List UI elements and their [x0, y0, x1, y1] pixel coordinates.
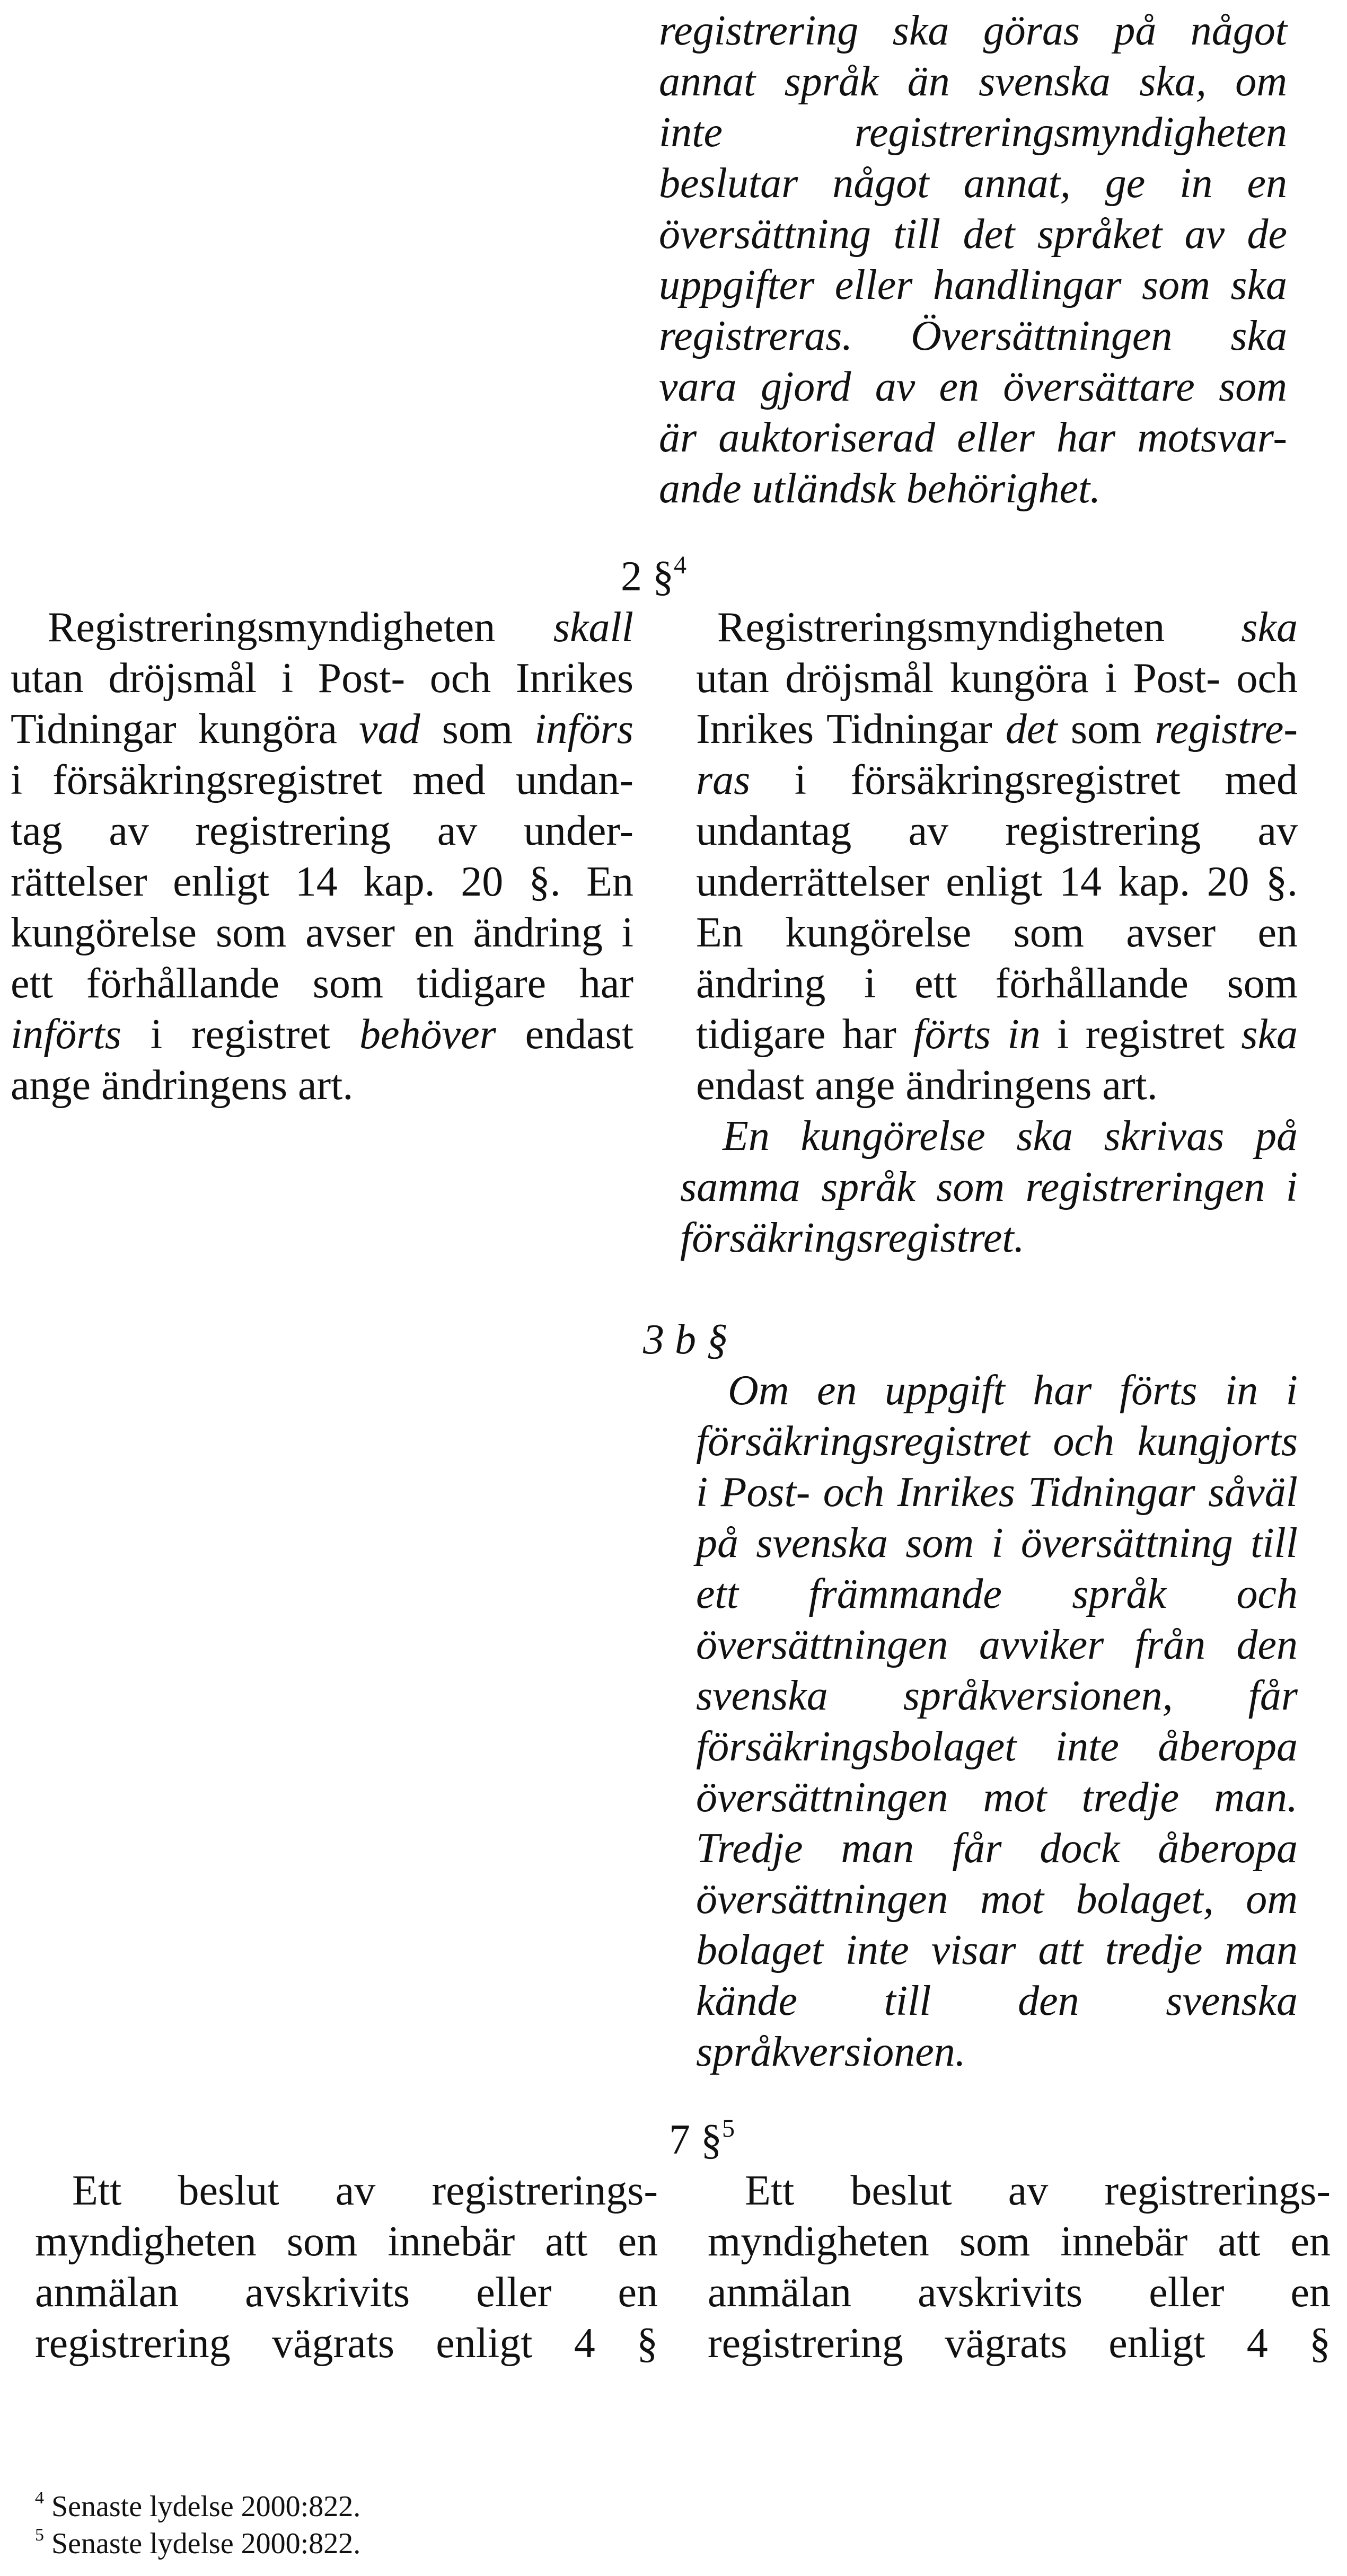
italic-term: förts in: [913, 1011, 1041, 1058]
text-line: vara gjord av en översättare som: [659, 364, 1287, 410]
footnote-marker: 4: [35, 2488, 44, 2508]
italic-term: behöver: [359, 1011, 496, 1058]
italic-term: ras: [696, 757, 751, 803]
text-line: tag av registrering av under-: [11, 808, 633, 854]
text-line: registreras. Översättningen ska: [659, 313, 1287, 359]
text-line: Tredje man får dock åberopa: [696, 1825, 1298, 1872]
section-2-current-text: [11, 602, 633, 1111]
text-line: försäkringsbolaget inte åberopa: [696, 1723, 1298, 1770]
text-line: underrättelser enligt 14 kap. 20 §.: [696, 858, 1298, 905]
italic-term: skall: [553, 604, 633, 651]
footnote-marker: 5: [35, 2525, 44, 2545]
text-line: Ett beslut av registrerings-: [72, 2167, 658, 2214]
section-2-added-paragraph: [680, 1111, 1298, 1263]
text-line: Tidningar kungöra vad som införs: [11, 706, 633, 753]
italic-term: införs: [534, 706, 633, 753]
section-number: 2 §: [621, 553, 674, 600]
text-line: översättning till det språket av de: [659, 211, 1287, 258]
continued-paragraph-right: [659, 5, 1287, 514]
italic-term: ska: [1241, 604, 1298, 651]
text-line: anmälan avskrivits eller en: [35, 2269, 658, 2316]
text-line: annat språk än svenska ska, om: [659, 58, 1287, 105]
text-line: uppgifter eller handlingar som ska: [659, 262, 1287, 308]
italic-term: det: [1005, 706, 1058, 753]
text-line: översättningen mot bolaget, om: [696, 1876, 1298, 1923]
text-line: kungörelse som avser en ändring i: [11, 909, 633, 956]
section-3b-new-text: [696, 1365, 1298, 2077]
text-line: Registreringsmyndigheten skall: [48, 604, 633, 651]
section-2-proposed-text: [696, 602, 1298, 1111]
text-line: endast ange ändringens art.: [696, 1062, 1158, 1109]
text-line: ande utländsk behörighet.: [659, 465, 1101, 512]
footnote-4: [35, 2488, 361, 2523]
text-line: ändring i ett förhållande som: [696, 960, 1298, 1007]
text-line: på svenska som i översättning till: [696, 1520, 1298, 1566]
text-line: ange ändringens art.: [11, 1062, 354, 1109]
text-line: i försäkringsregistret med undan-: [11, 757, 633, 803]
italic-term: införts: [11, 1011, 121, 1058]
section-number: 3 b §: [643, 1316, 728, 1363]
text-line: Om en uppgift har förts in i: [728, 1367, 1298, 1414]
section-heading-2: [621, 551, 686, 602]
text-line: En kungörelse ska skrivas på: [723, 1113, 1298, 1159]
text-line: ras i försäkringsregistret med: [696, 757, 1298, 803]
text-line: Inrikes Tidningar det som registre-: [696, 706, 1298, 753]
text-line: försäkringsregistret.: [680, 1215, 1025, 1261]
text-line: samma språk som registreringen i: [680, 1164, 1298, 1210]
text-line: En kungörelse som avser en: [696, 909, 1298, 956]
text-line: Registreringsmyndigheten ska: [717, 604, 1298, 651]
text-line: tidigare har förts in i registret ska: [696, 1011, 1298, 1058]
text-line: utan dröjsmål kungöra i Post- och: [696, 655, 1298, 702]
text-line: registrering vägrats enligt 4 §: [35, 2320, 658, 2367]
footnote-ref: 4: [674, 551, 686, 579]
text-line: i Post- och Inrikes Tidningar såväl: [696, 1469, 1298, 1516]
text-line: översättningen avviker från den: [696, 1622, 1298, 1668]
section-7-current-text: [35, 2165, 658, 2369]
text-line: undantag av registrering av: [696, 808, 1298, 854]
footnote-text: Senaste lydelse 2000:822.: [51, 2490, 361, 2523]
text-line: svenska språkversionen, får: [696, 1672, 1298, 1719]
text-line: kände till den svenska: [696, 1978, 1298, 2024]
text-line: Ett beslut av registrerings-: [745, 2167, 1331, 2214]
text-line: myndigheten som innebär att en: [35, 2218, 658, 2265]
text-line: är auktoriserad eller har motsvar-: [659, 414, 1287, 461]
text-line: myndigheten som innebär att en: [708, 2218, 1331, 2265]
text-line: beslutar något annat, ge in en: [659, 160, 1287, 207]
text-line: registrering ska göras på något: [659, 7, 1287, 54]
italic-term: ska: [1241, 1011, 1298, 1058]
text-line: utan dröjsmål i Post- och Inrikes: [11, 655, 633, 702]
section-heading-3b: [643, 1314, 728, 1365]
footnote-text: Senaste lydelse 2000:822.: [51, 2527, 361, 2560]
italic-term: vad: [359, 706, 420, 753]
text-line: ett främmande språk och: [696, 1571, 1298, 1617]
section-number: 7 §: [669, 2117, 722, 2163]
section-7-proposed-text: [708, 2165, 1331, 2369]
text-line: försäkringsregistret och kungjorts: [696, 1418, 1298, 1465]
text-line: inte registreringsmyndigheten: [659, 109, 1287, 156]
text-line: språkversionen.: [696, 2029, 966, 2075]
text-line: översättningen mot tredje man.: [696, 1774, 1298, 1821]
section-heading-7: [669, 2114, 735, 2165]
footnote-5: [35, 2525, 361, 2560]
text-line: ett förhållande som tidigare har: [11, 960, 633, 1007]
text-line: rättelser enligt 14 kap. 20 §. En: [11, 858, 633, 905]
text-line: anmälan avskrivits eller en: [708, 2269, 1331, 2316]
text-line: registrering vägrats enligt 4 §: [708, 2320, 1331, 2367]
text-line: bolaget inte visar att tredje man: [696, 1927, 1298, 1973]
text-line: införts i registret behöver endast: [11, 1011, 633, 1058]
footnote-ref: 5: [722, 2114, 735, 2143]
italic-term: registre-: [1155, 706, 1298, 753]
